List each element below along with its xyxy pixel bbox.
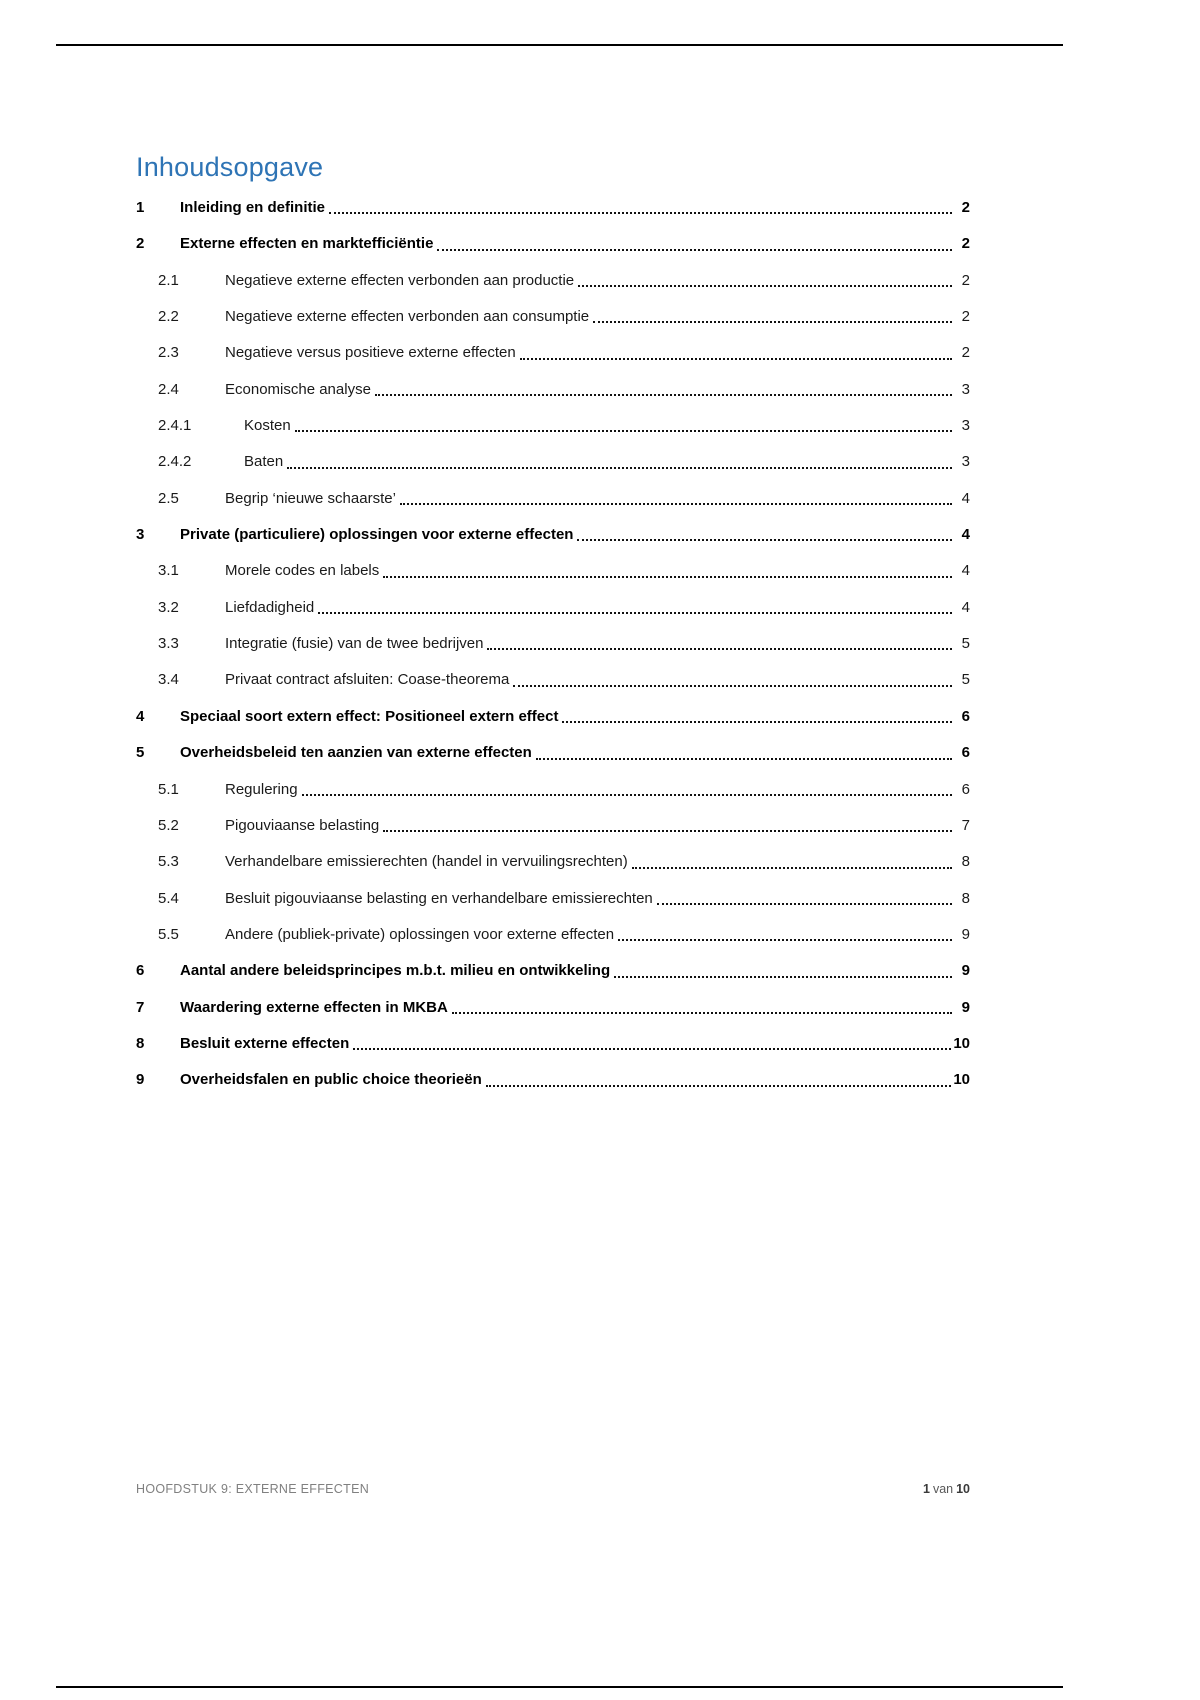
toc-entry-label: Morele codes en labels	[225, 562, 380, 580]
toc-entry	[136, 1026, 970, 1062]
toc-entry-page: 8	[961, 853, 970, 871]
toc-entry-label: Besluit pigouviaanse belasting en verhandelbare emissierechten	[225, 889, 653, 907]
toc-entry	[136, 881, 970, 917]
footer-total-pages: 10	[956, 1482, 970, 1496]
toc-entry-page: 2	[961, 235, 970, 253]
toc-entry-number: 2.5	[158, 489, 179, 507]
toc-entry-label: Negatieve externe effecten verbonden aan productie	[225, 271, 575, 289]
toc-entry-number: 5.1	[158, 780, 179, 798]
footer-current-page: 1	[922, 1482, 930, 1496]
dot-leader	[486, 1085, 952, 1087]
toc-entry-label: Liefdadigheid	[225, 598, 315, 616]
dot-leader	[562, 721, 952, 723]
toc-entry	[136, 444, 970, 480]
toc-entry-label: Regulering	[225, 780, 298, 798]
toc-entry	[136, 590, 970, 626]
toc-entry-number: 5.3	[158, 853, 179, 871]
toc-entry-label: Negatieve externe effecten verbonden aan consumptie	[225, 308, 590, 326]
toc-entry	[136, 699, 970, 735]
dot-leader	[657, 903, 952, 905]
dot-leader	[577, 539, 952, 541]
toc-entry	[136, 772, 970, 808]
toc-entry-number: 2.1	[158, 271, 179, 289]
toc-entry-number: 3.2	[158, 598, 179, 616]
toc-entry	[136, 517, 970, 553]
toc-entry	[136, 226, 970, 262]
toc-entry-label: Waardering externe effecten in MKBA	[180, 998, 448, 1016]
toc-entry	[136, 735, 970, 771]
toc-entry-number: 2.4.2	[158, 453, 192, 471]
toc-entry-number: 5.5	[158, 925, 179, 943]
toc-entry-page: 10	[953, 1034, 970, 1052]
page-top-rule	[56, 44, 1063, 46]
toc-entry-label: Privaat contract afsluiten: Coase-theorema	[225, 671, 510, 689]
toc-entry-page: 6	[961, 744, 970, 762]
toc-title: Inhoudsopgave	[136, 152, 324, 182]
dot-leader	[614, 976, 952, 978]
toc-entry-number: 2.4	[158, 380, 179, 398]
toc-entry-number: 3.3	[158, 635, 179, 653]
dot-leader	[329, 212, 952, 214]
footer-page-separator: van	[932, 1482, 954, 1496]
page-content	[136, 152, 970, 1099]
toc-entry-label: Economische analyse	[225, 380, 371, 398]
toc-entry-page: 7	[961, 816, 970, 834]
toc-entry-label: Private (particuliere) oplossingen voor externe effecten	[180, 526, 574, 544]
dot-leader	[536, 758, 952, 760]
toc-entry	[136, 844, 970, 880]
page-footer	[136, 1482, 970, 1496]
toc-entry-number: 4	[136, 707, 145, 725]
dot-leader	[632, 867, 952, 869]
dot-leader	[353, 1048, 951, 1050]
toc-entry	[136, 662, 970, 698]
dot-leader	[383, 576, 952, 578]
dot-leader	[487, 648, 952, 650]
toc-entry	[136, 1062, 970, 1098]
toc-entry-page: 5	[961, 671, 970, 689]
toc-entry-page: 8	[961, 889, 970, 907]
footer-section-label: HOOFDSTUK 9: EXTERNE EFFECTEN	[136, 1482, 370, 1496]
toc-entry-page: 4	[961, 489, 970, 507]
toc-entry-label: Inleiding en definitie	[180, 199, 326, 216]
toc-entry-page: 4	[961, 526, 970, 544]
dot-leader	[452, 1012, 952, 1014]
toc-entry-page: 2	[961, 308, 970, 326]
toc-entry-page: 2	[961, 199, 970, 216]
toc-entry-page: 3	[961, 380, 970, 398]
toc-entry-page: 3	[961, 417, 970, 435]
toc-entry	[136, 626, 970, 662]
toc-entry	[136, 990, 970, 1026]
toc-entry-number: 5	[136, 744, 145, 762]
toc-entry	[136, 299, 970, 335]
toc-entry	[136, 481, 970, 517]
toc-entry-number: 8	[136, 1034, 145, 1052]
toc-entry-label: Overheidsfalen en public choice theorieën	[180, 1071, 482, 1089]
toc-entry-number: 2	[136, 235, 145, 253]
toc-entry-number: 5.2	[158, 816, 179, 834]
toc-entry-number: 9	[136, 1071, 145, 1089]
toc-entry-number: 2.3	[158, 344, 179, 362]
dot-leader	[593, 321, 952, 323]
toc-entry-label: Speciaal soort extern effect: Positioneel extern effect	[180, 707, 559, 725]
toc-entry	[136, 408, 970, 444]
toc-entry-label: Aantal andere beleidsprincipes m.b.t. milieu en ontwikkeling	[180, 962, 611, 980]
toc-entry	[136, 335, 970, 371]
toc-entry-number: 2.2	[158, 308, 179, 326]
toc-entry	[136, 808, 970, 844]
toc-entry-page: 2	[961, 344, 970, 362]
dot-leader	[295, 430, 952, 432]
toc-entry	[136, 553, 970, 589]
dot-leader	[318, 612, 952, 614]
toc-entry-page: 4	[961, 598, 970, 616]
toc-entry-label: Besluit externe effecten	[180, 1034, 350, 1052]
toc-entry-page: 3	[961, 453, 970, 471]
toc-entry-page: 9	[961, 925, 970, 943]
toc-entry-page: 2	[961, 271, 970, 289]
toc-entry	[136, 263, 970, 299]
toc-entry-page: 4	[961, 562, 970, 580]
toc-entry-label: Andere (publiek-private) oplossingen voor externe effecten	[225, 925, 615, 943]
page-bottom-rule	[56, 1686, 1063, 1688]
toc-entry-page: 5	[961, 635, 970, 653]
toc-entry-label: Verhandelbare emissierechten (handel in vervuilingsrechten)	[225, 853, 628, 871]
dot-leader	[375, 394, 952, 396]
dot-leader	[578, 285, 952, 287]
footer-page-indicator	[923, 1482, 970, 1496]
toc-entry-number: 6	[136, 962, 145, 980]
toc-list	[136, 190, 970, 1099]
toc-entry	[136, 917, 970, 953]
toc-entry-label: Integratie (fusie) van de twee bedrijven	[225, 635, 484, 653]
dot-leader	[302, 794, 952, 796]
dot-leader	[400, 503, 952, 505]
toc-entry-label: Begrip ‘nieuwe schaarste’	[225, 489, 396, 507]
toc-entry-number: 2.4.1	[158, 417, 192, 435]
dot-leader	[618, 939, 952, 941]
dot-leader	[513, 685, 952, 687]
toc-entry	[136, 953, 970, 989]
dot-leader	[437, 249, 952, 251]
toc-entry-page: 6	[961, 707, 970, 725]
dot-leader	[287, 467, 952, 469]
toc-entry	[136, 372, 970, 408]
toc-entry-page: 9	[961, 962, 970, 980]
toc-entry-number: 3.1	[158, 562, 179, 580]
dot-leader	[520, 358, 952, 360]
toc-entry-label: Kosten	[244, 417, 291, 435]
toc-entry-label: Pigouviaanse belasting	[225, 816, 380, 834]
toc-entry-number: 1	[136, 199, 145, 216]
toc-entry-number: 7	[136, 998, 145, 1016]
toc-entry-page: 6	[961, 780, 970, 798]
toc-entry-label: Negatieve versus positieve externe effecten	[225, 344, 516, 362]
toc-entry-label: Externe effecten en marktefficiëntie	[180, 235, 434, 253]
toc-entry-number: 3.4	[158, 671, 179, 689]
toc-entry-number: 3	[136, 526, 145, 544]
toc-entry	[136, 190, 970, 226]
dot-leader	[383, 830, 952, 832]
toc-entry-number: 5.4	[158, 889, 179, 907]
toc-entry-label: Baten	[244, 453, 284, 471]
toc-entry-page: 10	[953, 1071, 970, 1089]
toc-entry-label: Overheidsbeleid ten aanzien van externe effecten	[180, 744, 532, 762]
toc-entry-page: 9	[961, 998, 970, 1016]
